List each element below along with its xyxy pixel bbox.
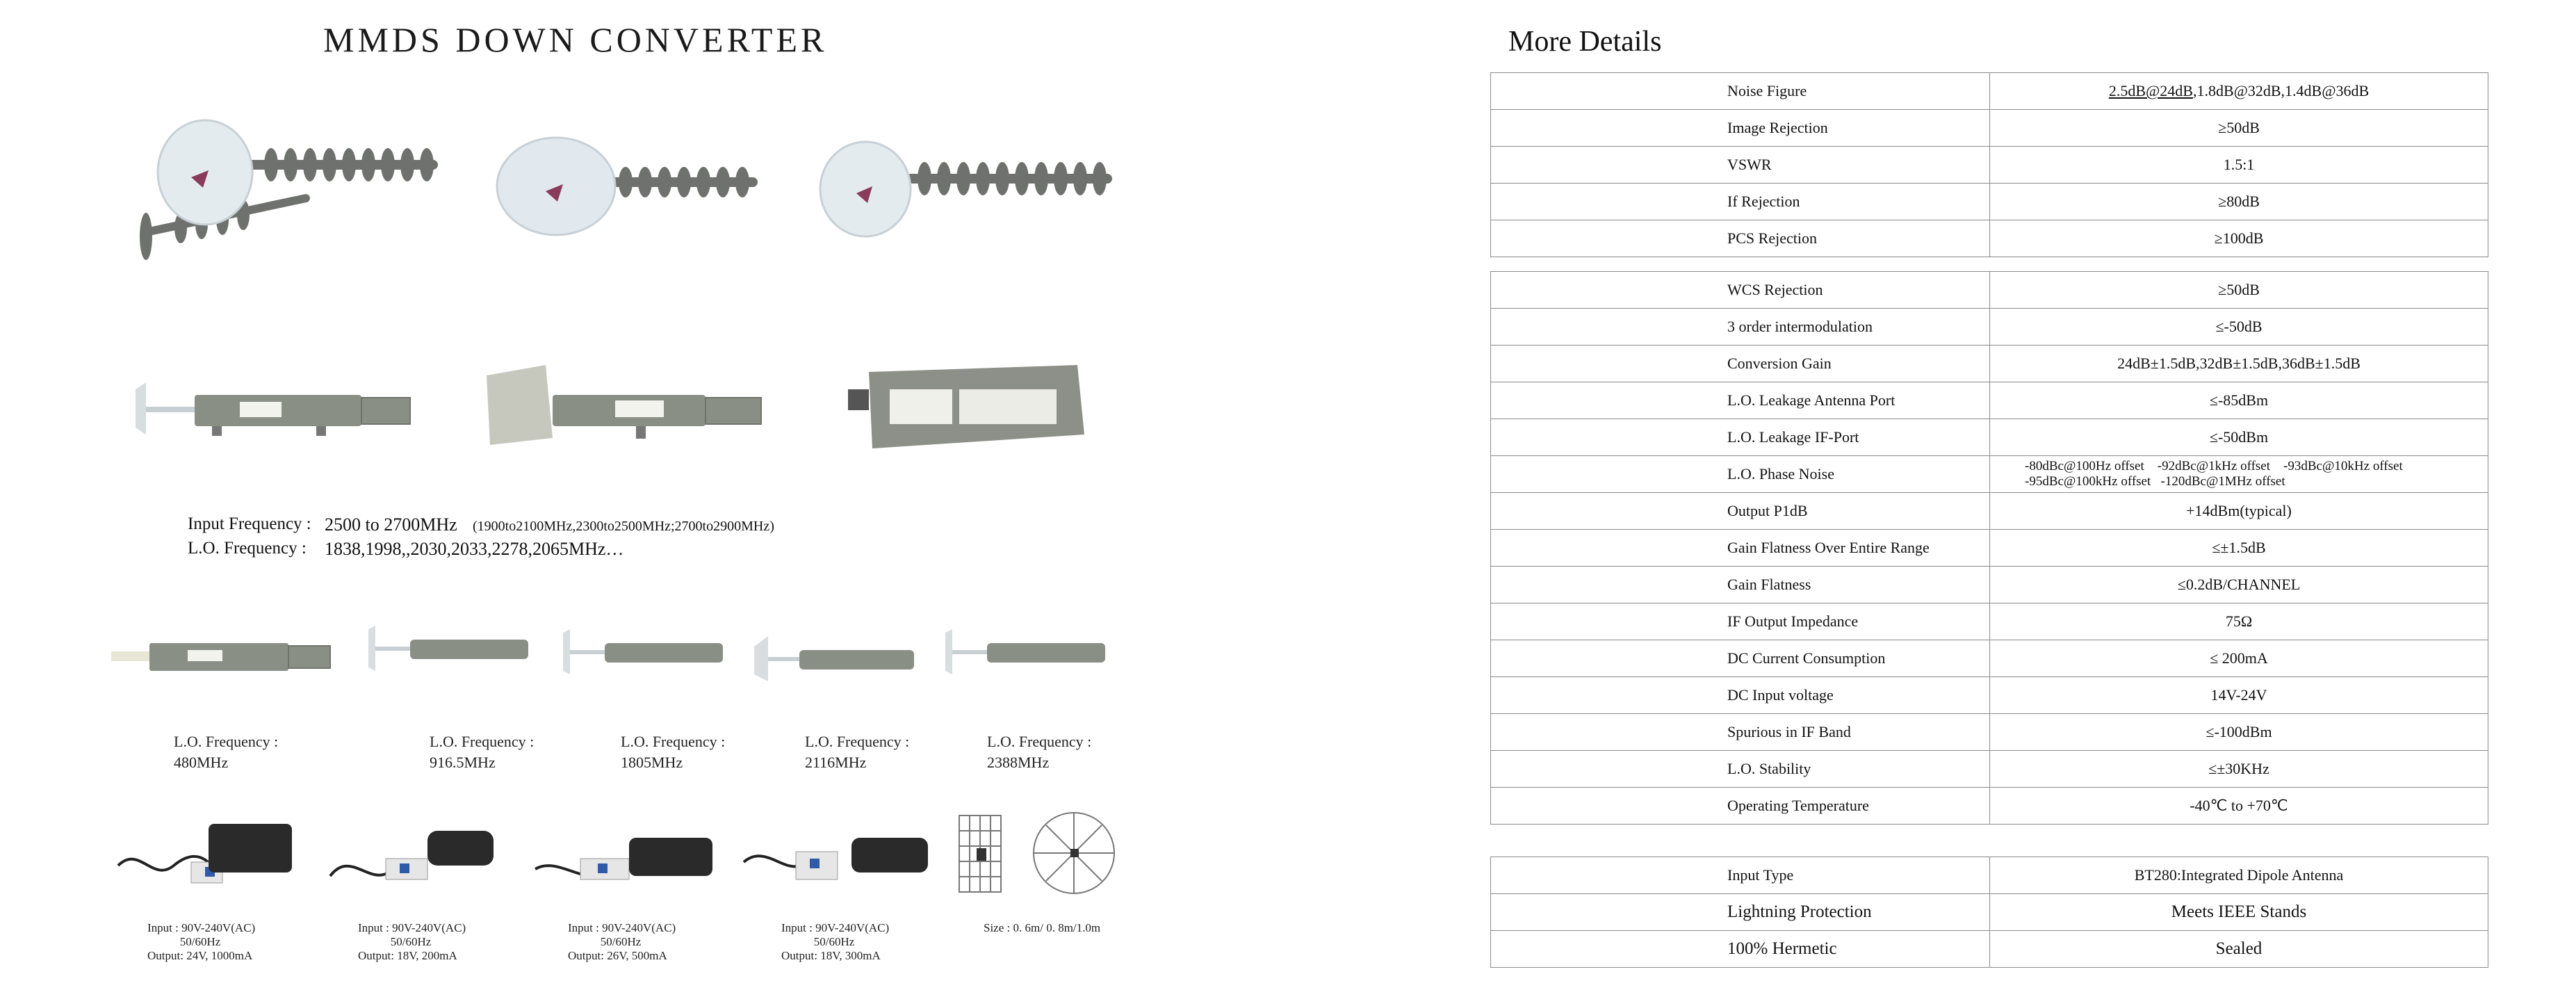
table-row xyxy=(1491,184,2488,220)
table-row xyxy=(1491,309,2488,346)
grid-antenna-photo xyxy=(952,810,1126,900)
table-row xyxy=(1491,147,2488,184)
spec-name: IF Output Impedance xyxy=(1491,603,1990,640)
power-supply-photo-3 xyxy=(532,827,719,897)
spec-table-2 xyxy=(1490,271,2488,825)
power-supply-caption-3: Input : 90V-240V(AC) 50/60Hz Output: 26V, 500mA xyxy=(568,921,676,962)
spec-value: ≥50dB xyxy=(1990,272,2488,309)
spec-name: L.O. Stability xyxy=(1491,751,1990,788)
lo-model-caption-4-value: 2116MHz xyxy=(805,754,867,771)
spec-table-1 xyxy=(1490,72,2488,257)
spec-name: 3 order intermodulation xyxy=(1491,309,1990,346)
spec-name: Lightning Protection xyxy=(1491,894,1990,931)
lo-model-caption-3-label: L.O. Frequency : xyxy=(621,733,726,750)
spec-value: ≤-85dBm xyxy=(1990,382,2488,419)
table-row xyxy=(1491,220,2488,257)
spec-value: ≤ 200mA xyxy=(1990,640,2488,677)
power-supply-photo-4 xyxy=(740,827,935,897)
spec-value: ≥50dB xyxy=(1990,110,2488,147)
spec-name: If Rejection xyxy=(1491,184,1990,220)
table-row xyxy=(1491,272,2488,309)
lo-model-caption-3 xyxy=(621,731,725,773)
table-row xyxy=(1491,493,2488,530)
spec-value: Sealed xyxy=(1990,931,2488,968)
spec-value: ≥80dB xyxy=(1990,184,2488,220)
lo-model-caption-2-label: L.O. Frequency : xyxy=(430,733,535,750)
phase-noise-line-1: -80dBc@100Hz offset -92dBc@1kHz offset -93dBc@10kHz offset xyxy=(2025,459,2403,473)
spec-name: L.O. Leakage IF-Port xyxy=(1491,419,1990,456)
spec-value: ≤±1.5dB xyxy=(1990,530,2488,567)
spec-value: ≤0.2dB/CHANNEL xyxy=(1990,567,2488,603)
spec-name: Noise Figure xyxy=(1491,73,1990,110)
grid-antenna-caption: Size : 0. 6m/ 0. 8m/1.0m xyxy=(984,921,1101,934)
spec-value: 24dB±1.5dB,32dB±1.5dB,36dB±1.5dB xyxy=(1990,346,2488,382)
spec-value: 1.5:1 xyxy=(1990,147,2488,184)
lo-frequency-value: 1838,1998,,2030,2033,2278,2065MHz… xyxy=(325,539,624,559)
spec-name: Input Type xyxy=(1491,857,1990,894)
converter-box-photo xyxy=(841,358,1091,455)
spec-name: Operating Temperature xyxy=(1491,788,1990,825)
lo-model-photo-3 xyxy=(560,626,726,681)
lo-model-caption-5-value: 2388MHz xyxy=(987,754,1050,771)
lo-model-caption-1 xyxy=(174,731,278,773)
spec-name: VSWR xyxy=(1491,147,1990,184)
spec-name: Image Rejection xyxy=(1491,110,1990,147)
spec-name: PCS Rejection xyxy=(1491,220,1990,257)
spec-value: Meets IEEE Stands xyxy=(1990,894,2488,931)
spec-table-3 xyxy=(1490,857,2488,968)
lo-model-photo-1 xyxy=(111,629,334,685)
table-row xyxy=(1491,382,2488,419)
spec-value xyxy=(1990,73,2488,110)
table-row xyxy=(1491,640,2488,677)
spec-name: L.O. Leakage Antenna Port xyxy=(1491,382,1990,419)
lo-model-caption-1-value: 480MHz xyxy=(174,754,229,771)
spec-name: Conversion Gain xyxy=(1491,346,1990,382)
spec-value xyxy=(1990,456,2488,493)
table-row xyxy=(1491,714,2488,751)
spec-value: BT280:Integrated Dipole Antenna xyxy=(1990,857,2488,894)
table-row xyxy=(1491,73,2488,110)
spec-value: ≤±30KHz xyxy=(1990,751,2488,788)
power-supply-caption-4: Input : 90V-240V(AC) 50/60Hz Output: 18V, 300mA xyxy=(781,921,890,962)
details-title: More Details xyxy=(1508,26,1662,58)
lo-model-caption-4 xyxy=(805,731,909,773)
lo-model-caption-5-label: L.O. Frequency : xyxy=(987,733,1092,750)
spec-value-underlined: 2.5dB@24dB xyxy=(2108,82,2193,99)
phase-noise-line-2: -95dBc@100kHz offset -120dBc@1MHz offset xyxy=(2025,474,2285,489)
lo-model-caption-4-label: L.O. Frequency : xyxy=(805,733,910,750)
lo-model-caption-1-label: L.O. Frequency : xyxy=(174,733,279,750)
lo-model-photo-2 xyxy=(365,622,532,678)
table-row xyxy=(1491,567,2488,603)
spec-value: ≥100dB xyxy=(1990,220,2488,257)
spec-name: DC Current Consumption xyxy=(1491,640,1990,677)
spec-value: ≤-50dBm xyxy=(1990,419,2488,456)
lo-model-caption-2-value: 916.5MHz xyxy=(430,754,496,771)
spec-name: Spurious in IF Band xyxy=(1491,714,1990,751)
converter-with-panel-photo xyxy=(483,362,775,452)
table-row xyxy=(1491,110,2488,147)
spec-name: Gain Flatness xyxy=(1491,567,1990,603)
spec-name: Gain Flatness Over Entire Range xyxy=(1491,530,1990,567)
table-row xyxy=(1491,751,2488,788)
input-frequency-note: (1900to2100MHz,2300to2500MHz;2700to2900MHz) xyxy=(473,519,774,534)
yagi-antenna-photo-1 xyxy=(125,118,445,299)
power-supply-caption-1: Input : 90V-240V(AC) 50/60Hz Output: 24V, 1000mA xyxy=(147,921,256,962)
lo-model-caption-3-value: 1805MHz xyxy=(621,754,683,771)
lo-frequency-label: L.O. Frequency : xyxy=(188,539,307,558)
spec-name: 100% Hermetic xyxy=(1491,931,1990,968)
spec-value: 75Ω xyxy=(1990,603,2488,640)
lo-model-photo-5 xyxy=(942,626,1109,681)
table-row xyxy=(1491,788,2488,825)
power-supply-caption-2: Input : 90V-240V(AC) 50/60Hz Output: 18V, 200mA xyxy=(358,921,466,962)
lo-model-caption-2 xyxy=(430,731,534,773)
power-supply-photo-1 xyxy=(111,817,299,893)
power-supply-photo-2 xyxy=(323,820,504,897)
spec-name: DC Input voltage xyxy=(1491,677,1990,714)
spec-name: L.O. Phase Noise xyxy=(1491,456,1990,493)
spec-value: 14V-24V xyxy=(1990,677,2488,714)
lo-model-caption-5 xyxy=(987,731,1091,773)
spec-value-rest: ,1.8dB@32dB,1.4dB@36dB xyxy=(2192,82,2370,99)
converter-with-dipole-photo xyxy=(129,368,414,445)
spec-value: -40℃ to +70℃ xyxy=(1990,788,2488,825)
yagi-antenna-photo-3 xyxy=(813,132,1119,243)
table-row xyxy=(1491,456,2488,493)
lo-model-photo-4 xyxy=(751,633,918,688)
table-row xyxy=(1491,346,2488,382)
spec-name: Output P1dB xyxy=(1491,493,1990,530)
table-row xyxy=(1491,677,2488,714)
spec-value: +14dBm(typical) xyxy=(1990,493,2488,530)
spec-name: WCS Rejection xyxy=(1491,272,1990,309)
table-row xyxy=(1491,603,2488,640)
spec-value: ≤-50dB xyxy=(1990,309,2488,346)
table-row xyxy=(1491,894,2488,931)
page-title: MMDS DOWN CONVERTER xyxy=(323,20,828,59)
input-frequency-value: 2500 to 2700MHz xyxy=(325,514,457,535)
spec-value: ≤-100dBm xyxy=(1990,714,2488,751)
table-row xyxy=(1491,857,2488,894)
table-row xyxy=(1491,419,2488,456)
table-row xyxy=(1491,530,2488,567)
input-frequency-label: Input Frequency : xyxy=(188,514,311,533)
yagi-antenna-photo-2 xyxy=(487,132,765,243)
table-row xyxy=(1491,931,2488,968)
